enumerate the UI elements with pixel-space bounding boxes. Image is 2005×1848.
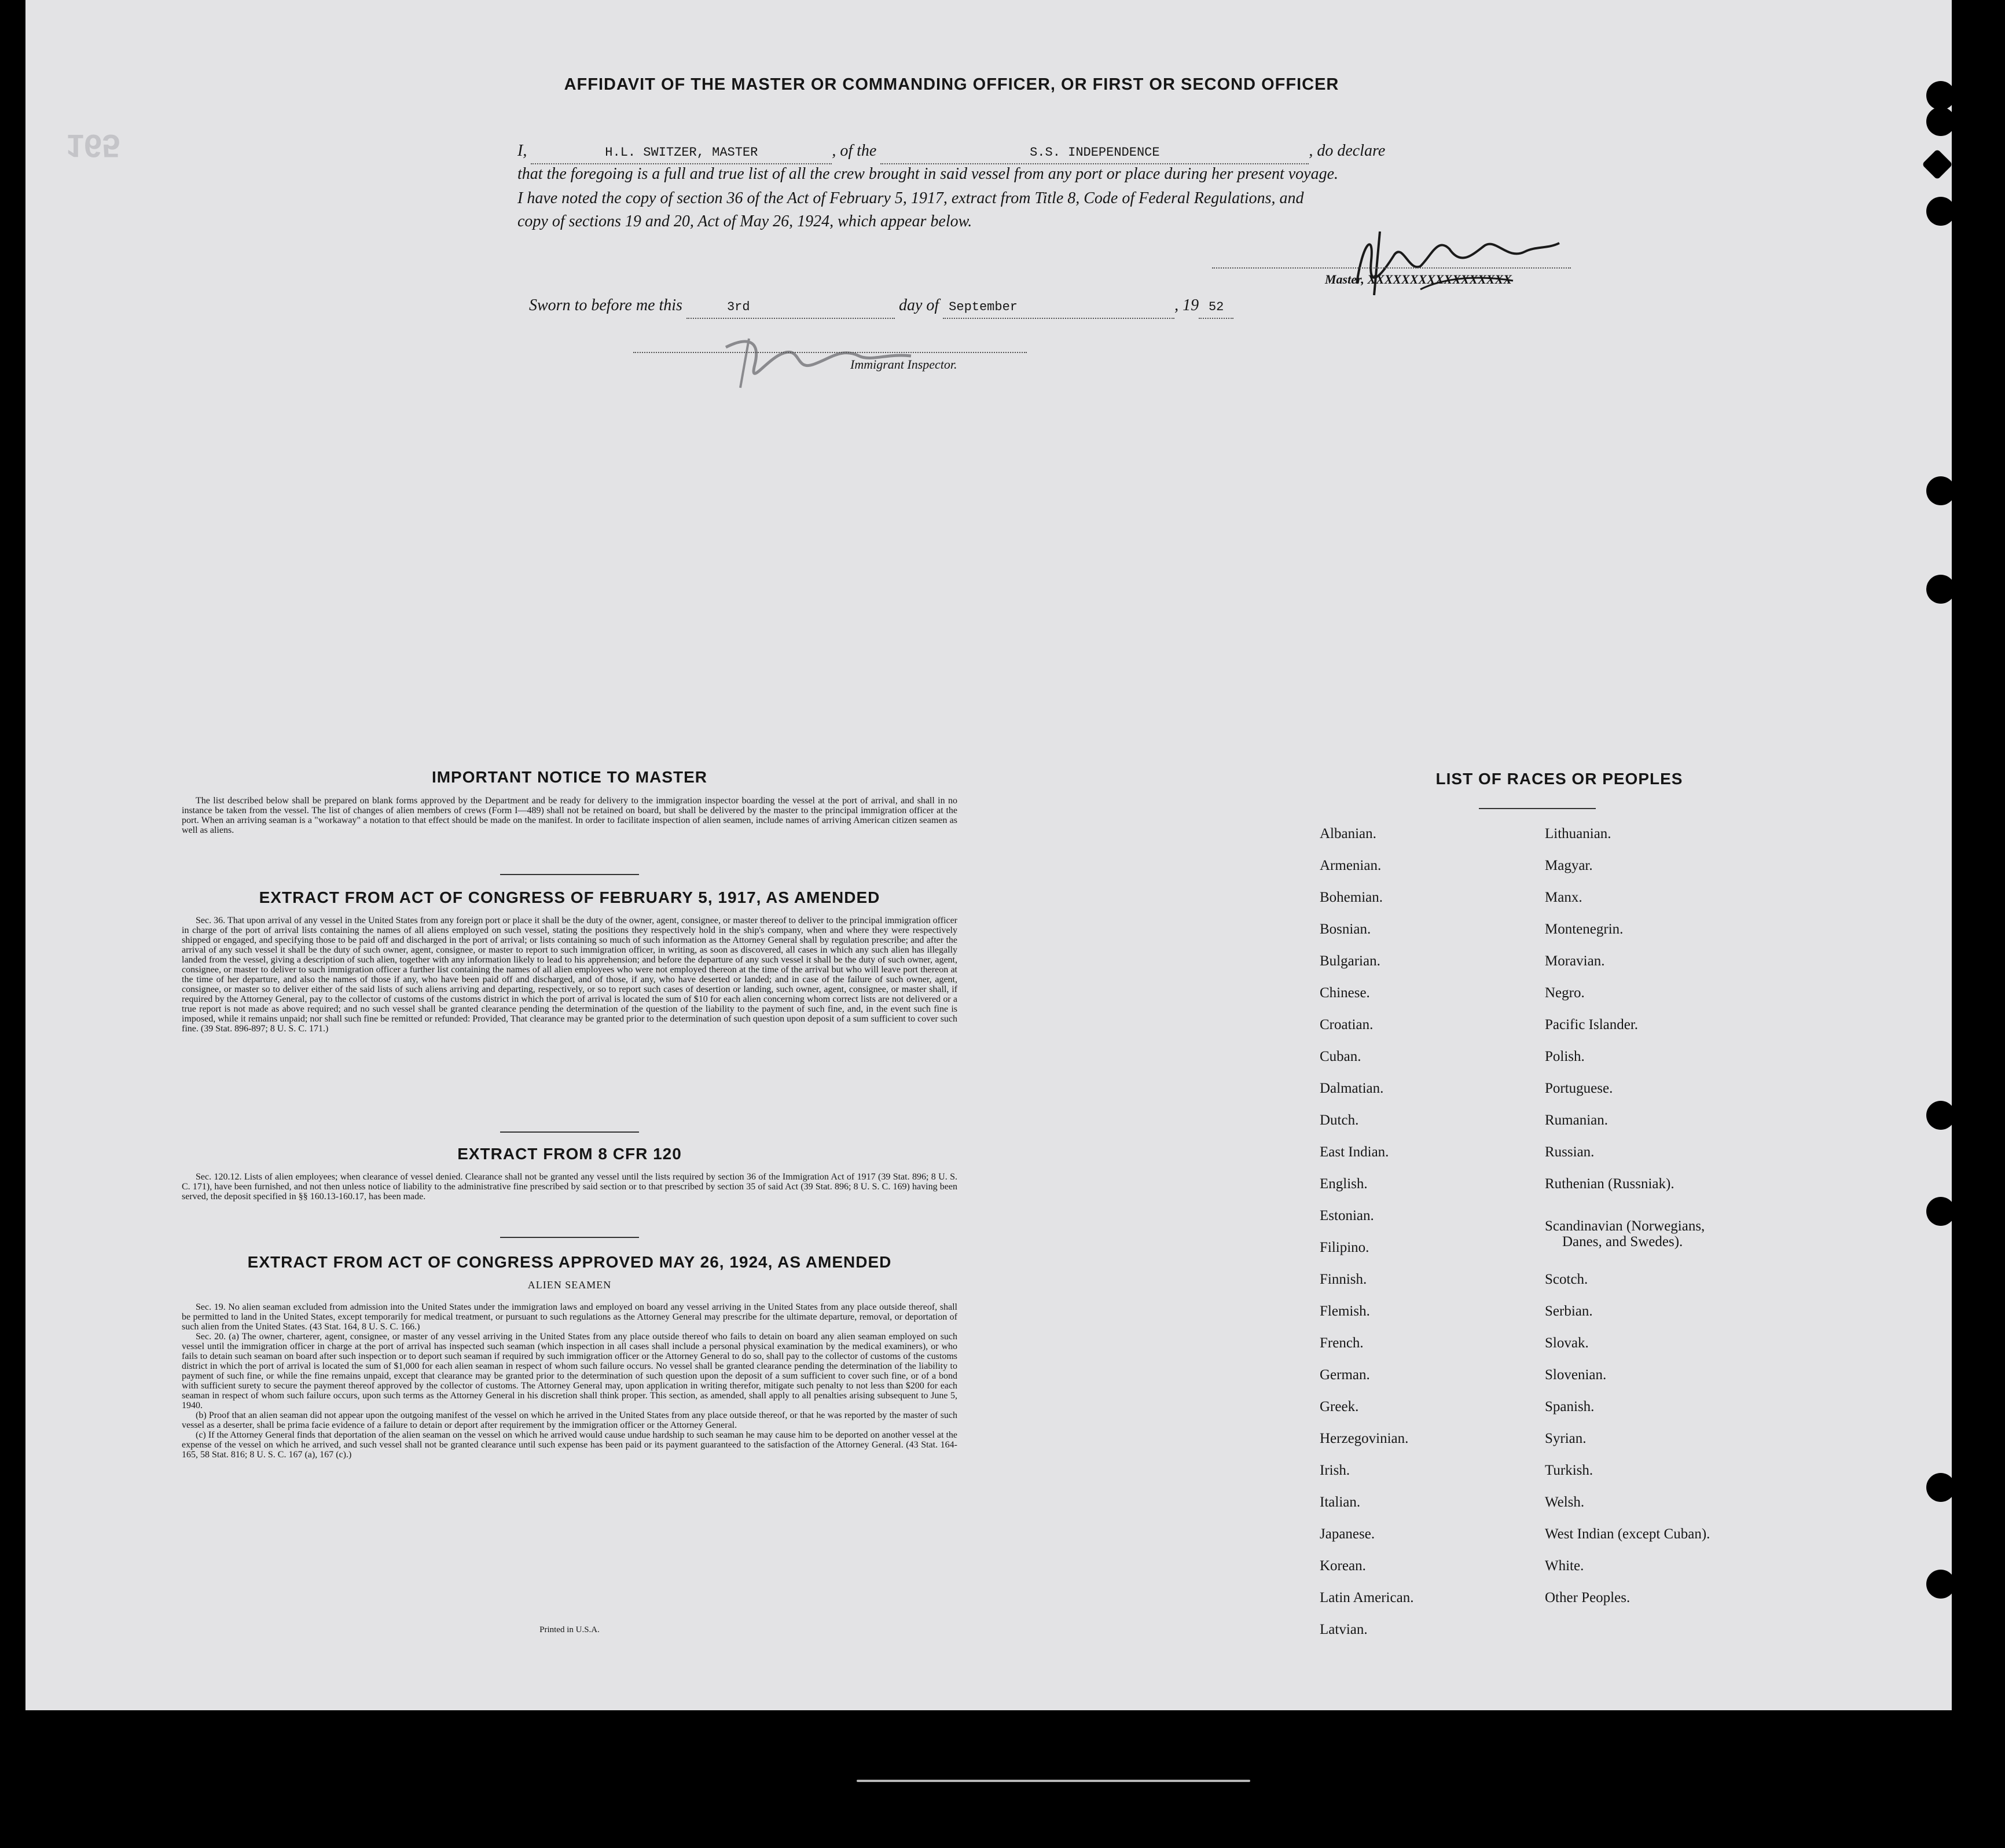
notice-body — [182, 796, 957, 835]
race-item: Slovak. — [1545, 1335, 1589, 1351]
extract-1924-subtitle: ALIEN SEAMEN — [527, 1279, 612, 1291]
divider — [500, 1237, 639, 1238]
extract-1917-title: EXTRACT FROM ACT OF CONGRESS OF FEBRUARY 5, 1917, AS AMENDED — [259, 888, 880, 906]
race-item: Irish. — [1320, 1463, 1350, 1478]
race-item: Slovenian. — [1545, 1367, 1607, 1383]
race-item: Other Peoples. — [1545, 1590, 1631, 1605]
race-item: German. — [1320, 1367, 1370, 1383]
races-column-2 — [1545, 826, 1710, 1622]
extract-1917-body — [182, 916, 957, 1034]
extract-cfr-body — [182, 1172, 957, 1202]
race-item: Flemish. — [1320, 1303, 1370, 1319]
race-item: Korean. — [1320, 1558, 1366, 1574]
race-item: Japanese. — [1320, 1526, 1375, 1542]
race-item: Dalmatian. — [1320, 1081, 1384, 1096]
race-item: Bohemian. — [1320, 890, 1383, 905]
vessel-name: S.S. INDEPENDENCE — [880, 142, 1309, 164]
of-the-label: , of the — [832, 142, 877, 160]
divider — [1479, 808, 1596, 809]
extract-1917-paragraph: Sec. 36. That upon arrival of any vessel in the United States from any foreign port or place it shall be the duty of the owner, agent, consignee, or master thereof to deliver to the principal immigration officer in charge of the port of arrival lists containing the names of all aliens employed on such vessel, stating the positions they respectively hold in the ship's company, when and where they were respectively shipped or engaged, and specifying those to be paid off and discharged in the port of arrival; or lists containing so much of such information as the Attorney General shall by regulation prescribe; and after the arrival of any such vessel it shall be the duty of such owner, agent, consignee, or master to report to such immigration officer, in writing, as soon as discovered, all cases in which any such alien has illegally landed from the vessel, giving a description of such alien, together with any information likely to lead to his apprehension; and before the departure of any such vessel it shall be the duty of such owner, agent, consignee, or master to deliver to such immigration officer a further list containing the names of all alien employees who were not employed thereon at the time of the arrival but who will leave port thereon at the time of her departure, and also the names of those if any, who have been paid off and discharged, and of those, if any, who have deserted or landed; and in case of the failure of such owner, agent, consignee, or master so to deliver either of the said lists of such aliens arriving and departing, respectively, or so to report such cases of desertion or landing, such owner, agent, consignee, or master shall, if required by the Attorney General, pay to the collector of customs of the customs district in which the port of arrival is located the sum of $10 for each alien concerning whom correct lists are not delivered or a true report is not made as above required; and no such vessel shall be granted clearance pending the determination of the question of the liability to the payment of such fine, and, in the event such fine is imposed, while it remains unpaid; nor shall such fine be remitted or refunded: Provided, That clearance may be granted prior to the determination of such question upon deposit of a sum sufficient to cover such fine. (39 Stat. 896-897; 8 U. S. C. 171.) — [182, 916, 957, 1034]
extract-1924-sec20b: (b) Proof that an alien seaman did not appear upon the outgoing manifest of the vessel on which he arrived in the United States from any place outside thereof, or that he was reported by the master of such vessel as a deserter, shall be prima facie evidence of a failure to detain or deport after requirement by the immigration officer or the Attorney General. — [182, 1410, 957, 1430]
punch-hole — [1926, 575, 1952, 604]
race-item: Lithuanian. — [1545, 826, 1611, 842]
punch-hole — [1926, 107, 1952, 136]
page-number: 165 — [66, 128, 120, 164]
race-item: Scotch. — [1545, 1272, 1588, 1287]
race-item: Dutch. — [1320, 1112, 1359, 1128]
punch-hole — [1926, 1570, 1952, 1599]
punch-hole — [1926, 81, 1952, 110]
i-label: I, — [517, 142, 527, 160]
divider — [500, 874, 639, 875]
race-item: Rumanian. — [1545, 1112, 1609, 1128]
race-item: Croatian. — [1320, 1017, 1374, 1033]
extract-1924-sec19: Sec. 19. No alien seaman excluded from admission into the United States under the immigration laws and employed on board any vessel arriving in the United States from any place outside thereof, shall be permitted to land in the United States, except temporarily for medical treatment, or pursuant to such regulations as the Attorney General may prescribe for the ultimate departure, removal, or deportation of such alien from the United States. (43 Stat. 164, 8 U. S. C. 166.) — [182, 1302, 957, 1332]
affidavit-line-2: that the foregoing is a full and true list of all the crew brought in said vessel from any port or place during her present voyage. — [517, 165, 1339, 183]
affidavit-line-3: I have noted the copy of section 36 of the Act of February 5, 1917, extract from Title 8, Code of Federal Regulations, and — [517, 189, 1304, 207]
race-item: Bosnian. — [1320, 921, 1371, 937]
sworn-line — [529, 295, 1233, 319]
race-item: Spanish. — [1545, 1399, 1595, 1415]
race-item: Negro. — [1545, 985, 1585, 1001]
affidavit-line-4: copy of sections 19 and 20, Act of May 26, 1924, which appear below. — [517, 212, 972, 230]
master-signature — [1339, 220, 1582, 307]
race-item: Bulgarian. — [1320, 953, 1380, 969]
film-scratch — [857, 1780, 1250, 1782]
sworn-label: Sworn to before me this — [529, 296, 682, 314]
race-item: Polish. — [1545, 1049, 1585, 1064]
race-item: Danes, and Swedes). — [1562, 1234, 1683, 1250]
notice-title: IMPORTANT NOTICE TO MASTER — [431, 768, 708, 786]
race-item: Portuguese. — [1545, 1081, 1613, 1096]
signature-line — [1212, 267, 1571, 269]
race-item: Italian. — [1320, 1494, 1361, 1510]
race-item: Russian. — [1545, 1144, 1595, 1160]
race-item: Ruthenian (Russniak). — [1545, 1176, 1674, 1192]
race-item: Scandinavian (Norwegians, — [1545, 1218, 1705, 1234]
race-item: Greek. — [1320, 1399, 1359, 1415]
inspector-line — [633, 352, 1027, 353]
extract-1924-sec20c: (c) If the Attorney General finds that deportation of the alien seaman on the vessel on which he arrived would cause undue hardship to such seaman he may cause him to be deported on another vessel at the expense of the vessel on which he arrived, and such vessel shall not be granted clearance until such expense has been paid or its payment guaranteed to the satisfaction of the Attorney General. (43 Stat. 164-165, 58 Stat. 816; 8 U. S. C. 167 (a), 167 (c).) — [182, 1430, 957, 1460]
race-item: Serbian. — [1545, 1303, 1593, 1319]
race-item: English. — [1320, 1176, 1368, 1192]
race-item: Cuban. — [1320, 1049, 1361, 1064]
race-item: Latin American. — [1320, 1590, 1414, 1605]
race-item: Armenian. — [1320, 858, 1382, 873]
sworn-year: 52 — [1199, 297, 1233, 319]
day-of-label: day of — [898, 296, 939, 314]
signature-caption: Master, XXXXXXXXXXXXXXXXX — [1325, 272, 1512, 286]
race-item: Welsh. — [1545, 1494, 1585, 1510]
races-title: LIST OF RACES OR PEOPLES — [1435, 770, 1683, 788]
punch-hole — [1926, 1197, 1952, 1226]
extract-1924-body — [182, 1302, 957, 1460]
year-prefix: , 19 — [1174, 296, 1199, 314]
race-item: Latvian. — [1320, 1622, 1368, 1637]
do-declare-label: , do declare — [1309, 142, 1386, 160]
master-name: H.L. SWITZER, MASTER — [531, 142, 832, 164]
punch-hole — [1926, 1101, 1952, 1130]
punch-hole — [1926, 476, 1952, 505]
race-item: Albanian. — [1320, 826, 1376, 842]
sworn-month: September — [943, 297, 1174, 319]
punch-hole — [1926, 1473, 1952, 1502]
affidavit-line-1 — [517, 141, 1606, 164]
races-column-1 — [1320, 826, 1413, 1654]
notice-paragraph: The list described below shall be prepared on blank forms approved by the Department and be ready for delivery to the immigration inspector boarding the vessel at the port of arrival, and shall in no instance be taken from the vessel. The list of changes of alien members of crews (Form I—489) shall not be retained on board, but shall be delivered by the master to the principal immigration officer at the port. When an arriving seaman is a "workaway" a notation to that effect should be made on the manifest. In order to facilitate inspection of alien seamen, include names of arriving American citizen seamen as well as aliens. — [182, 796, 957, 835]
race-item: French. — [1320, 1335, 1364, 1351]
inspector-caption: Immigrant Inspector. — [850, 357, 957, 372]
race-item: Finnish. — [1320, 1272, 1367, 1287]
race-item: Montenegrin. — [1545, 921, 1624, 937]
race-item: Turkish. — [1545, 1463, 1593, 1478]
extract-cfr-title: EXTRACT FROM 8 CFR 120 — [457, 1145, 682, 1163]
race-item: White. — [1545, 1558, 1584, 1574]
divider — [500, 1131, 639, 1133]
race-item: Syrian. — [1545, 1431, 1587, 1446]
race-item: Moravian. — [1545, 953, 1605, 969]
race-item: Magyar. — [1545, 858, 1593, 873]
race-item: Pacific Islander. — [1545, 1017, 1639, 1033]
race-item: East Indian. — [1320, 1144, 1389, 1160]
race-item: Herzegovinian. — [1320, 1431, 1409, 1446]
race-item: Chinese. — [1320, 985, 1370, 1001]
sworn-day: 3rd — [686, 297, 895, 319]
document-page — [25, 0, 1952, 1710]
race-item: Manx. — [1545, 890, 1582, 905]
extract-1924-sec20a: Sec. 20. (a) The owner, charterer, agent, consignee, or master of any vessel arriving in the United States from any place outside thereof who fails to detain on board any alien seaman employed on such vessel until the immigration officer in charge at the port of arrival has inspected such seaman (which inspection in all cases shall include a personal physical examination by the medical examiners), or who fails to detain such seaman on board after such inspection or to deport such seaman if required by such immigration officer or the Attorney General to do so, shall pay to the collector of customs of the customs district in which the port of arrival is located the sum of $1,000 for each alien seaman in respect of whom such failure occurs. No vessel shall be granted clearance pending the determination of the liability to payment of such fine, or while the fine remains unpaid, except that clearance may be granted prior to the determination of such question upon the deposit of a sum sufficient to cover such fine, or of a bond with sufficient surety to secure the payment thereof approved by the collector of customs. The Attorney General may, upon application in writing therefor, mitigate such penalty to not less than $200 for each seaman in respect of whom such failure occurs, upon such terms as the Attorney General in his discretion shall think proper. This section, as amended, shall apply to all penalties arising subsequent to June 5, 1940. — [182, 1332, 957, 1410]
punch-hole — [1922, 149, 1952, 180]
punch-hole — [1926, 197, 1952, 226]
race-item: Filipino. — [1320, 1240, 1369, 1255]
printed-in-usa: Printed in U.S.A. — [539, 1625, 600, 1634]
race-item: Estonian. — [1320, 1208, 1374, 1224]
affidavit-title: AFFIDAVIT OF THE MASTER OR COMMANDING OFFICER, OR FIRST OR SECOND OFFICER — [564, 75, 1339, 94]
extract-1924-title: EXTRACT FROM ACT OF CONGRESS APPROVED MAY 26, 1924, AS AMENDED — [247, 1253, 892, 1271]
race-item: West Indian (except Cuban). — [1545, 1526, 1710, 1542]
extract-cfr-paragraph: Sec. 120.12. Lists of alien employees; when clearance of vessel denied. Clearance shall not be granted any vessel until the lists required by section 36 of the Immigration Act of 1917 (39 Stat. 896; 8 U. S. C. 171), have been furnished, and not then unless notice of liability to the administrative fine prescribed by said section or to that prescribed by section 35 of said Act (39 Stat. 896; 8 U. S. C. 169) having been served, the deposit specified in §§ 160.13-160.17, has been made. — [182, 1172, 957, 1202]
